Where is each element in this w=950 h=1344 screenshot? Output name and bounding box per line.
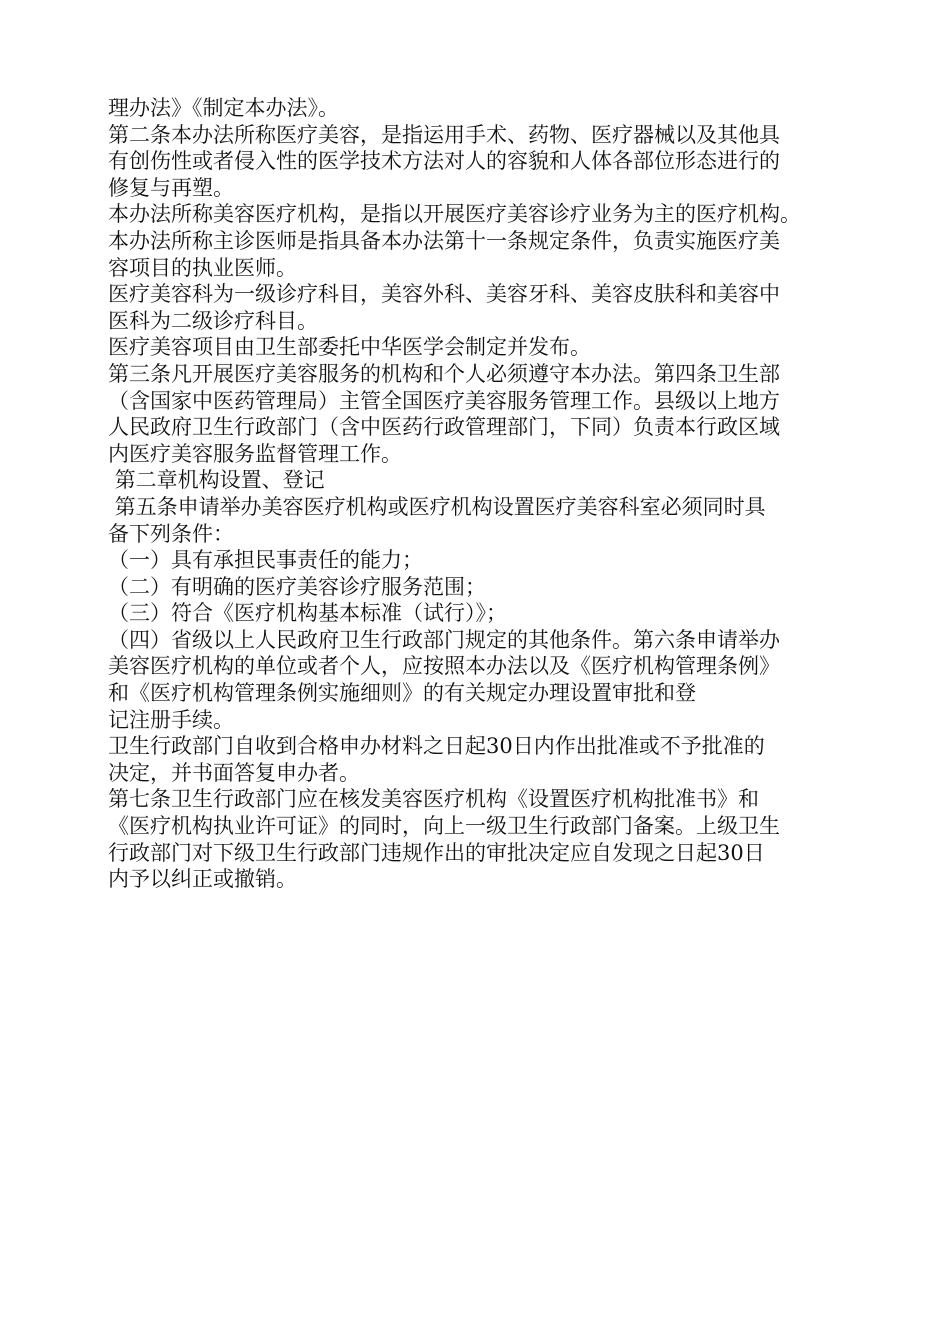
text-line: 记注册手续。 — [108, 707, 234, 732]
list-item: （四）省级以上人民政府卫生行政部门规定的其他条件。第六条申请举办 — [108, 627, 780, 652]
text-line: 人民政府卫生行政部门（含中医药行政管理部门，下同）负责本行政区域 — [108, 415, 780, 440]
text-line: 有创伤性或者侵入性的医学技术方法对人的容貌和人体各部位形态进行的 — [108, 149, 780, 174]
text-line: 卫生行政部门自收到合格申办材料之日起30日内作出批准或不予批准的 — [108, 734, 765, 759]
text-line: 本办法所称主诊医师是指具备本办法第十一条规定条件，负责实施医疗美 — [108, 228, 780, 253]
text-line: 医疗美容项目由卫生部委托中华医学会制定并发布。 — [108, 335, 591, 360]
text-line: 备下列条件： — [108, 521, 234, 546]
text-line: 内医疗美容服务监督管理工作。 — [108, 441, 402, 466]
text-line: 第二条本办法所称医疗美容，是指运用手术、药物、医疗器械以及其他具 — [108, 122, 780, 147]
document-body — [108, 95, 898, 893]
text-line: 《医疗机构执业许可证》的同时，向上一级卫生行政部门备案。上级卫生 — [108, 814, 780, 839]
list-item: （一）具有承担民事责任的能力； — [108, 548, 423, 573]
text-line: 第七条卫生行政部门应在核发美容医疗机构《设置医疗机构批准书》和 — [108, 787, 759, 812]
text-line: 理办法》《制定本办法》。 — [108, 96, 339, 120]
text-line: 修复与再塑。 — [108, 175, 234, 200]
text-line: 和《医疗机构管理条例实施细则》的有关规定办理设置审批和登 — [108, 681, 696, 706]
list-item: （三）符合《医疗机构基本标准（试行）》； — [108, 601, 507, 626]
text-line: 第五条申请举办美容医疗机构或医疗机构设置医疗美容科室必须同时具 — [108, 494, 766, 519]
text-line: 内予以纠正或撤销。 — [108, 867, 297, 892]
text-line: 第三条凡开展医疗美容服务的机构和个人必须遵守本办法。第四条卫生部 — [108, 361, 780, 386]
text-line: （含国家中医药管理局）主管全国医疗美容服务管理工作。县级以上地方 — [108, 388, 780, 413]
text-line: 容项目的执业医师。 — [108, 255, 297, 280]
chapter-heading: 第二章机构设置、登记 — [108, 468, 325, 493]
text-line: 医疗美容科为一级诊疗科目，美容外科、美容牙科、美容皮肤科和美容中 — [108, 282, 780, 307]
list-item: （二）有明确的医疗美容诊疗服务范围； — [108, 574, 486, 599]
text-line: 行政部门对下级卫生行政部门违规作出的审批决定应自发现之日起30日 — [108, 840, 765, 865]
text-line: 决定，并书面答复申办者。 — [108, 760, 360, 785]
text-line: 医科为二级诊疗科目。 — [108, 308, 318, 333]
text-line: 本办法所称美容医疗机构，是指以开展医疗美容诊疗业务为主的医疗机构。 — [108, 202, 801, 227]
text-line: 美容医疗机构的单位或者个人，应按照本办法以及《医疗机构管理条例》 — [108, 654, 780, 679]
